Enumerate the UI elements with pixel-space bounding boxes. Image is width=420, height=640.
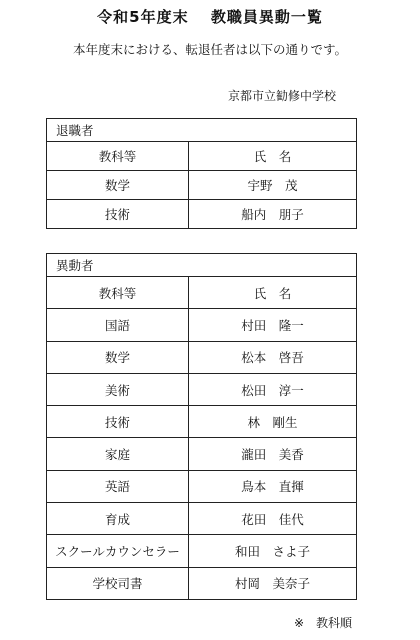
page-title: 令和5年度末 教職員異動一覧 [97,8,323,26]
transfers-heading: 異動者 [47,254,357,277]
retiree-name: 船内 朋子 [189,200,357,229]
table-row [47,406,357,438]
transfers-col-subject: 教科等 [47,277,189,309]
retirees-col-subject: 教科等 [47,142,189,171]
table-row [47,503,357,535]
transfer-name: 松本 啓吾 [189,341,357,373]
transfer-name: 花田 佳代 [189,503,357,535]
school-name: 京都市立勧修中学校 [227,89,336,103]
retirees-heading: 退職者 [47,119,357,142]
transfer-subject: 家庭 [47,438,189,470]
transfer-subject: 英語 [47,470,189,502]
transfer-subject: 国語 [47,309,189,341]
transfer-subject: 技術 [47,406,189,438]
table-row [47,200,357,229]
table-row [47,341,357,373]
transfer-name: 松田 淳一 [189,373,357,405]
retiree-name: 宇野 茂 [189,171,357,200]
transfer-name: 和田 さよ子 [189,535,357,567]
table-row [47,567,357,599]
transfer-name: 林 剛生 [189,406,357,438]
transfer-name: 鳥本 直揮 [189,470,357,502]
transfers-col-name: 氏 名 [189,277,357,309]
transfer-name: 瀧田 美香 [189,438,357,470]
transfer-subject: 学校司書 [47,567,189,599]
table-row [47,535,357,567]
retirees-table [46,118,357,229]
intro-text: 本年度末における、転退任者は以下の通りです。 [72,42,347,57]
transfer-subject: スクールカウンセラー [47,535,189,567]
transfer-subject: 美術 [47,373,189,405]
transfer-name: 村田 隆一 [189,309,357,341]
table-row [47,438,357,470]
retiree-subject: 技術 [47,200,189,229]
transfers-table [46,253,357,600]
transfer-subject: 育成 [47,503,189,535]
footnote: ※ 教科順 [293,616,352,630]
table-row [47,470,357,502]
retiree-subject: 数学 [47,171,189,200]
transfers-header-row [47,277,357,309]
table-row [47,309,357,341]
transfer-name: 村岡 美奈子 [189,567,357,599]
retirees-header-row [47,142,357,171]
retirees-col-name: 氏 名 [189,142,357,171]
table-row [47,373,357,405]
table-row [47,171,357,200]
transfer-subject: 数学 [47,341,189,373]
